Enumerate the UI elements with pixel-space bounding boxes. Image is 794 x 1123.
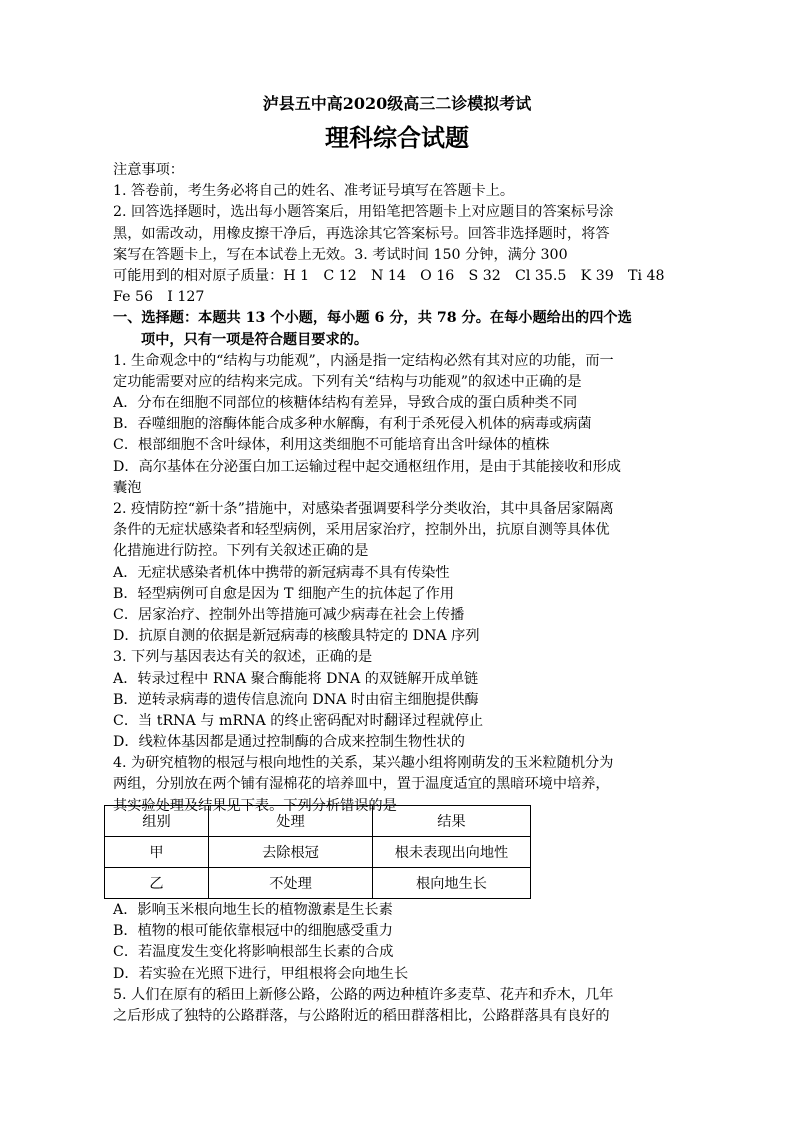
question-3-option-b: B．逆转录病毒的遗传信息流向 DNA 时由宿主细胞提供酶	[113, 691, 479, 708]
question-2-stem: 2. 疫情防控“新十条”措施中，对感染者强调要科学分类收治，其中具备居家隔离	[113, 501, 614, 517]
question-4-stem: 其实验处理及结果见下表。下列分析错误的是	[113, 797, 397, 814]
atomic-mass-line: 可能用到的相对原子质量：H 1 C 12 N 14 O 16 S 32 Cl 35.5 K 39 Ti 48	[113, 267, 665, 284]
table-cell: 根向地生长	[373, 868, 531, 899]
notes-line: 黑，如需改动，用橡皮擦干净后，再选涂其它答案标号。回答非选择题时，将答	[113, 225, 610, 242]
table-header: 处理	[209, 806, 373, 837]
question-3-option-d: D．线粒体基因都是通过控制酶的合成来控制生物性状的	[113, 734, 465, 751]
exam-body	[113, 160, 683, 817]
question-4-option-b: B．植物的根可能依靠根冠中的细胞感受重力	[113, 923, 393, 940]
question-1-option-d-cont: 囊泡	[113, 479, 142, 496]
question-2-stem: 化措施进行防控。下列有关叙述正确的是	[113, 543, 369, 560]
question-2-stem: 条件的无症状感染者和轻型病例，采用居家治疗，控制外出，抗原自测等具体优	[113, 522, 610, 539]
question-5-stem: 5. 人们在原有的稻田上新修公路，公路的两边种植许多麦草、花卉和乔木，几年	[113, 986, 614, 1003]
question-4-stem: 4. 为研究植物的根冠与根向地性的关系，某兴趣小组将刚萌发的玉米粒随机分为	[113, 755, 614, 772]
question-1-option-d: D．高尔基体在分泌蛋白加工运输过程中起交通枢纽作用，是由于其能接收和形成	[113, 458, 621, 475]
table-cell: 乙	[105, 868, 209, 899]
table-row	[105, 868, 531, 899]
table-cell: 不处理	[209, 868, 373, 899]
table-cell: 根未表现出向地性	[373, 837, 531, 868]
table-header-row	[105, 806, 531, 837]
table-cell: 甲	[105, 837, 209, 868]
exam-body-continued	[113, 900, 683, 1027]
notes-line: 1. 答卷前，考生务必将自己的姓名、准考证号填写在答题卡上。	[113, 183, 515, 200]
question-1-option-c: C．根部细胞不含叶绿体，利用这类细胞不可能培育出含叶绿体的植株	[113, 437, 550, 454]
question-2-option-b: B．轻型病例可自愈是因为 T 细胞产生的抗体起了作用	[113, 585, 455, 602]
exam-title: 泸县五中高2020级高三二诊模拟考试	[262, 94, 532, 113]
table-cell: 去除根冠	[209, 837, 373, 868]
question-5-stem: 之后形成了独特的公路群落，与公路附近的稻田群落相比，公路群落具有良好的	[113, 1007, 610, 1024]
experiment-table	[104, 805, 531, 899]
notes-line: 2. 回答选择题时，选出每小题答案后，用铅笔把答题卡上对应题目的答案标号涂	[113, 204, 614, 221]
atomic-mass-line: Fe 56 I 127	[113, 289, 205, 306]
question-4-option-c: C．若温度发生变化将影响根部生长素的合成	[113, 944, 394, 961]
table-row	[105, 837, 531, 868]
notes-heading: 注意事项：	[113, 162, 184, 178]
question-2-option-c: C．居家治疗、控制外出等措施可减少病毒在社会上传播	[113, 606, 465, 623]
notes-line: 案写在答题卡上，写在本试卷上无效。3. 考试时间 150 分钟，满分 300	[113, 246, 568, 263]
question-1-option-a: A．分布在细胞不同部位的核糖体结构有差异，导致合成的蛋白质种类不同	[113, 395, 578, 412]
exam-subtitle: 理科综合试题	[325, 123, 469, 152]
question-3-option-a: A．转录过程中 RNA 聚合酶能将 DNA 的双链解开成单链	[113, 670, 479, 687]
question-1-stem: 定功能需要对应的结构来完成。下列有关“结构与功能观”的叙述中正确的是	[113, 373, 582, 390]
question-4-stem: 两组，分别放在两个铺有湿棉花的培养皿中，置于温度适宜的黑暗环境中培养，	[113, 776, 610, 793]
question-4-option-d: D．若实验在光照下进行，甲组根将会向地生长	[113, 965, 409, 982]
question-4-option-a: A．影响玉米根向地生长的植物激素是生长素	[113, 902, 393, 918]
table-header: 结果	[373, 806, 531, 837]
question-3-stem: 3. 下列与基因表达有关的叙述，正确的是	[113, 649, 373, 666]
question-2-option-d: D．抗原自测的依据是新冠病毒的核酸具特定的 DNA 序列	[113, 628, 480, 645]
section-heading-cont: 项中，只有一项是符合题目要求的。	[141, 331, 369, 348]
table-header: 组别	[105, 806, 209, 837]
section-heading: 一、选择题：本题共 13 个小题，每小题 6 分，共 78 分。在每小题给出的四个选	[113, 310, 632, 327]
question-1-stem: 1. 生命观念中的“结构与功能观”，内涵是指一定结构必然有其对应的功能，而一	[113, 352, 614, 369]
question-2-option-a: A．无症状感染者机体中携带的新冠病毒不具有传染性	[113, 564, 450, 581]
question-1-option-b: B．吞噬细胞的溶酶体能合成多种水解酶，有利于杀死侵入机体的病毒或病菌	[113, 416, 592, 433]
question-3-option-c: C．当 tRNA 与 mRNA 的终止密码配对时翻译过程就停止	[113, 712, 484, 729]
